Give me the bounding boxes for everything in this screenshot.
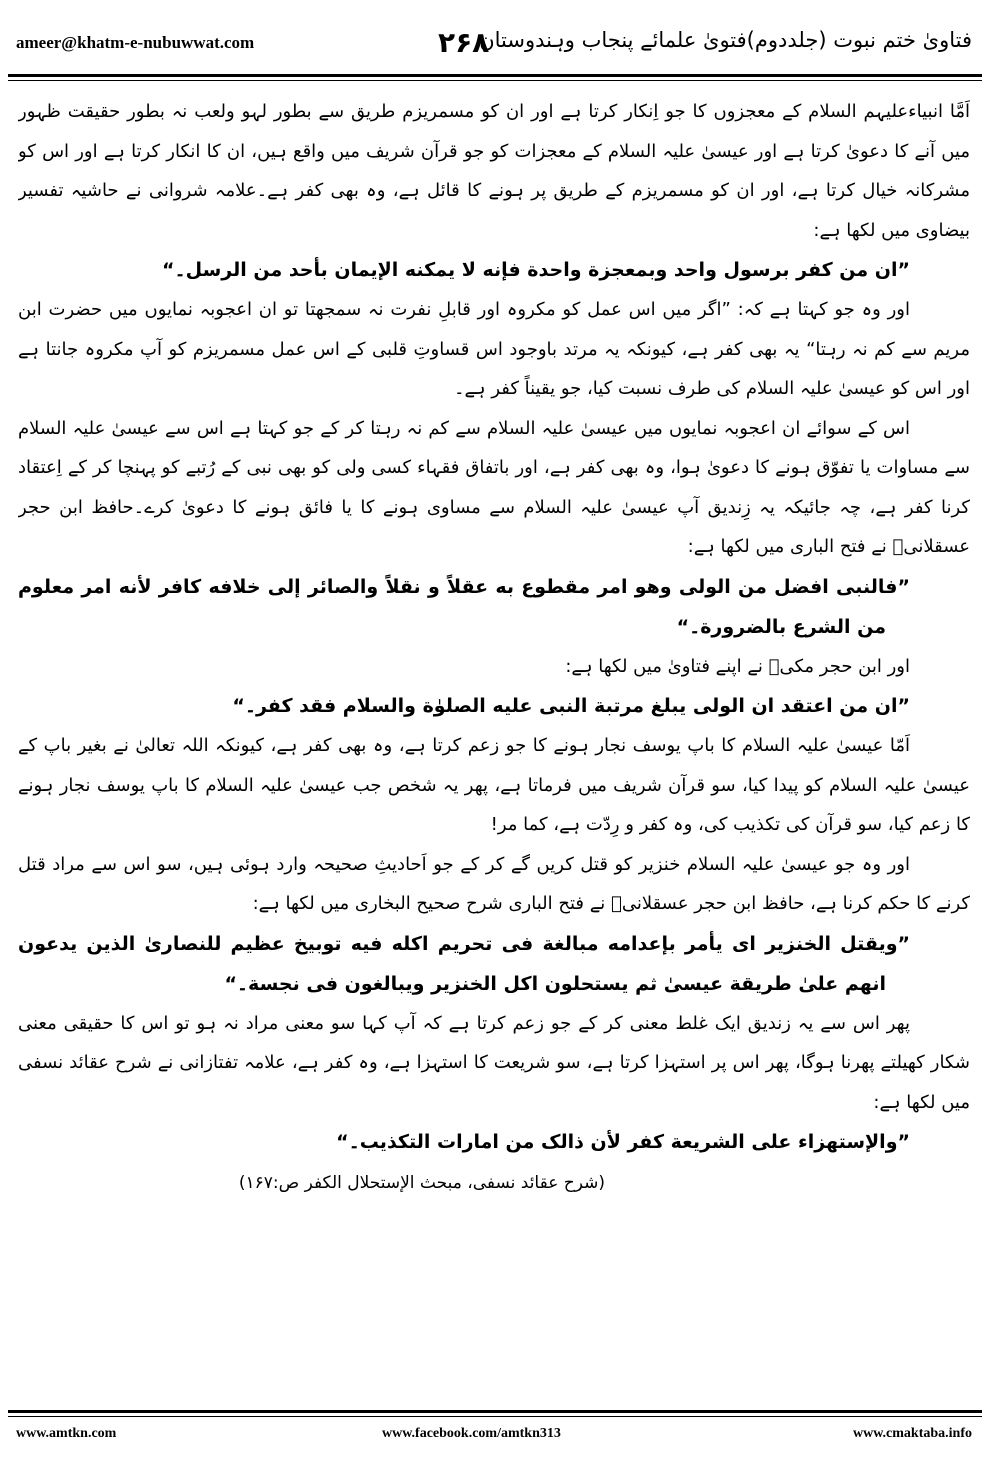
paragraph: اس کے سوائے ان اعجوبہ نمایوں میں عیسیٰ علیہ السلام سے کم نہ رہتا کر کے جو کہتا ہے اس سے عیسیٰ علیہ السلام سے مساوات یا تفوّق ہونے کا دعویٰ ہوا، وہ بھی کفر ہے، اور باتفاق فقہاء کسی ولی کو بھی نبی کے رُتبے کو پہنچا کر کے اِعتقاد کرنا کفر ہے، چہ جائیکہ یہ زِندیق آپ عیسیٰ علیہ السلام سے مساوی ہونے کا یا فائق ہونے کا دعویٰ کرے۔حافظ ابن حجر عسقلانیؒ نے فتح الباری میں لکھا ہے: [18,417,970,557]
paragraph: اور وہ جو عیسیٰ علیہ السلام خنزیر کو قتل کریں گے کر کے جو اَحادیثِ صحیحہ وارد ہوئی ہیں، سو اس سے مراد قتل کرنے کا حکم کرنا ہے، حافظ ابن حجر عسقلانیؒ نے فتح الباری شرح صحیح البخاری میں لکھا ہے: [18,853,970,914]
arabic-quote: ”ان من اعتقد ان الولی یبلغ مرتبة النبی علیه الصلوٰة والسلام فقد کفر۔“ [232,695,910,717]
arabic-quote: ”فالنبی افضل من الولی وهو امر مقطوع به عقلاً و نقلاً والصائر إلی خلافه کافر لأنه امر معلوم من الشرع بالضرورة۔“ [18,575,910,638]
book-title: فتاویٰ ختم نبوت (جلددوم)فتویٰ علمائے پنجاب وہندوستان [479,28,972,52]
footer-link-center[interactable]: www.facebook.com/amtkn313 [382,1426,561,1441]
footer-link-left[interactable]: www.amtkn.com [16,1426,117,1441]
page-header [0,0,990,80]
paragraph: پھر اس سے یہ زندیق ایک غلط معنی کر کے جو زعم کرتا ہے کہ آپ کہا سو معنی مراد نہ ہو تو اس کا حقیقی معنی شکار کھیلتے پھرنا ہوگا، پھر اس پر استہزا کرتا ہے، سو شریعت کا استہزا ہے، وہ کفر ہے، علامہ تفتازانی نے شرح عقائد نسفی میں لکھا ہے: [18,1012,970,1113]
page-footer [0,1424,990,1454]
paragraph: اَمّا عیسیٰ علیہ السلام کا باپ یوسف نجار ہونے کا جو زعم کرتا ہے، وہ بھی کفر ہے، کیونکہ اللہ تعالیٰ نے بغیر باپ کے عیسیٰ علیہ السلام کو پیدا کیا، سو قرآن شریف میں فرماتا ہے، پھر یہ شخص جب عیسیٰ علیہ السلام کا باپ یوسف نجار ہونے کا زعم کیا، سو قرآن کی تکذیب کی، وہ کفر و رِدّت ہے، کما مر! [18,735,970,835]
arabic-quote: ”ویقتل الخنزیر ای یأمر بإعدامه مبالغة فی تحریم اکله فیه توبیخ عظیم للنصاریٰ الذین یدعون انهم علیٰ طریقة عیسیٰ ثم یستحلون اکل الخنزیر ویبالغون فی نجسة۔“ [18,932,910,995]
citation: (شرح عقائد نسفی، مبحث الإستحلال الکفر ص:۱۶۷) [238,1173,605,1193]
footer-divider-thin [8,1416,982,1417]
paragraph: اور وہ جو کہتا ہے کہ: ”اگر میں اس عمل کو مکروہ اور قابلِ نفرت نہ سمجھتا تو ان اعجوبہ نمایوں میں حضرت ابن مریم سے کم نہ رہتا“ یہ بھی کفر ہے، کیونکہ یہ مرتد باوجود اس قساوتِ قلبی کے اس عمل مسمریزم کو آپ مکروہ جانتا ہے اور اس کو عیسیٰ علیہ السلام کی طرف نسبت کیا، جو یقیناً کفر ہے۔ [18,299,970,399]
header-divider-thin [8,80,982,81]
arabic-quote: ”والإستهزاء علی الشریعة کفر لأن ذالک من امارات التکذیب۔“ [336,1131,910,1153]
paragraph: اور ابن حجر مکیؒ نے اپنے فتاویٰ میں لکھا ہے: [565,655,910,677]
paragraph: اَمَّا انبیاءعلیہم السلام کے معجزوں کا جو اِنکار کرتا ہے اور ان کو مسمریزم طریق سے بطور لہو ولعب نہ بطور حقیقت ظہور میں آنے کا دعویٰ کرتا ہے اور عیسیٰ علیہ السلام کے معجزات کو جو قرآن شریف میں واقع ہیں، ان کا انکار کرتا ہے اور اس کو مشرکانہ خیال کرتا ہے، اور ان کو مسمریزم کے طریق پر ہونے کا قائل ہے، وہ بھی کفر ہے۔علامہ شروانی نے حاشیہ تفسیر بیضاوی میں لکھا ہے: [18,101,970,241]
header-divider [8,74,982,77]
page-body [18,92,970,1372]
header-email[interactable]: ameer@khatm-e-nubuwwat.com [16,33,255,52]
footer-divider [8,1410,982,1413]
footer-link-right[interactable]: www.cmaktaba.info [852,1426,972,1441]
arabic-quote: ”ان من کفر برسول واحد وبمعجزة واحدة فإنه لا یمکنه الإیمان بأحد من الرسل۔“ [162,259,910,281]
page-number: ۲۶۸ [438,26,490,59]
